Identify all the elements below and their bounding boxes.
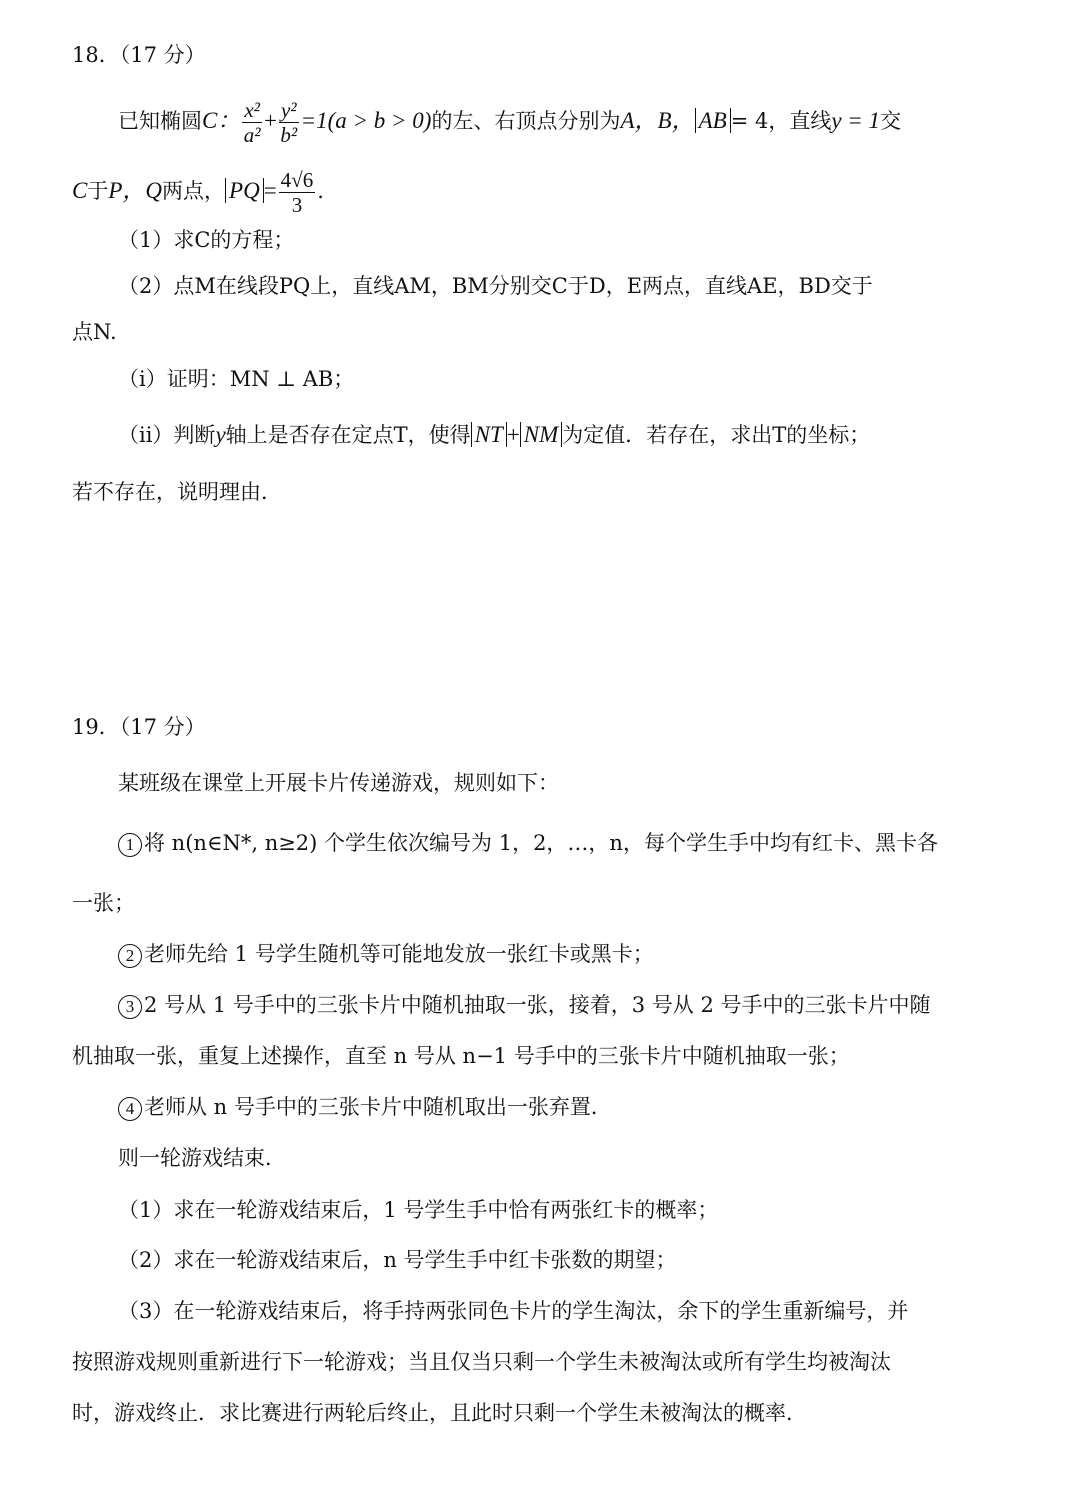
math: P，Q	[108, 178, 163, 203]
q19-part3: （3）在一轮游戏结束后，将手持两张同色卡片的学生淘汰，余下的学生重新编号，并	[118, 1299, 909, 1323]
q18-part2: （2）点M在线段PQ上，直线AM，BM分别交C于D，E两点，直线AE，BD交于	[118, 274, 873, 298]
math: y	[215, 422, 226, 447]
text: （ii）判断	[118, 423, 216, 447]
q18-part1: （1）求C的方程；	[118, 228, 295, 252]
q18-part2-ii	[118, 420, 870, 450]
plus: +	[506, 422, 520, 447]
numerator: y²	[280, 98, 297, 122]
fraction	[242, 98, 262, 147]
q19-intro: 某班级在课堂上开展卡片传递游戏，规则如下：	[118, 771, 559, 795]
q18-part2-i: （i）证明：MN ⊥ AB；	[118, 367, 355, 391]
abs-value: NM	[520, 422, 563, 447]
text: 于	[87, 179, 109, 203]
q18-stem-line1	[118, 98, 901, 147]
abs-value: AB	[695, 108, 731, 133]
q19-rule3	[118, 990, 931, 1020]
q19-part3-cont2: 时，游戏终止．求比赛进行两轮后终止，且此时只剩一个学生未被淘汰的概率．	[72, 1401, 807, 1425]
q19-rule2	[118, 939, 654, 969]
q19-rule1-cont: 一张；	[72, 891, 135, 915]
q19-part1: （1）求在一轮游戏结束后，1 号学生手中恰有两张红卡的概率；	[118, 1198, 719, 1222]
abs-value: PQ	[225, 178, 264, 203]
circled-number: 3	[118, 995, 142, 1019]
math: =	[263, 178, 277, 203]
q18-part2-cont: 点N.	[72, 320, 117, 344]
abs-value: NT	[471, 422, 507, 447]
denominator: 3	[291, 193, 303, 217]
math: A，B，	[620, 108, 695, 133]
q19-part3-cont1: 按照游戏规则重新进行下一轮游戏；当且仅当只剩一个学生未被淘汰或所有学生均被淘汰	[72, 1350, 891, 1374]
q18-stem-line2	[72, 168, 324, 217]
fraction	[279, 168, 316, 217]
circled-number: 4	[118, 1097, 142, 1121]
circled-number: 1	[118, 833, 142, 857]
text: 交	[880, 109, 902, 133]
denominator: a²	[243, 123, 261, 147]
text: 2 号从 1 号手中的三张卡片中随机抽取一张，接着，3 号从 2 号手中的三张卡片中随	[144, 993, 931, 1017]
text: 将 n(n∈N*, n≥2) 个学生依次编号为 1，2，…，n，每个学生手中均有红卡、黑卡各	[144, 831, 938, 855]
q19-rule1	[118, 828, 938, 858]
math: =1(a > b > 0)	[300, 108, 432, 133]
text: = 4，直线	[730, 109, 832, 133]
q18-header: 18．（17 分）	[72, 43, 206, 67]
q19-part2: （2）求在一轮游戏结束后，n 号学生手中红卡张数的期望；	[118, 1248, 677, 1272]
text: 老师先给 1 号学生随机等可能地发放一张红卡或黑卡；	[144, 942, 654, 966]
text: 为定值．若存在，求出T的坐标；	[562, 423, 871, 447]
q19-end: 则一轮游戏结束．	[118, 1146, 286, 1170]
numerator: 4√6	[280, 168, 314, 192]
text: 已知椭圆	[118, 109, 202, 133]
q19-header: 19．（17 分）	[72, 715, 206, 739]
math: y = 1	[831, 108, 881, 133]
circled-number: 2	[118, 944, 142, 968]
plus: +	[263, 108, 277, 133]
q19-rule4	[118, 1092, 612, 1122]
fraction	[279, 98, 299, 147]
numerator: x²	[244, 98, 260, 122]
text: 轴上是否存在定点T，使得	[225, 423, 471, 447]
text: .	[317, 179, 324, 203]
text: 老师从 n 号手中的三张卡片中随机取出一张弃置．	[144, 1095, 612, 1119]
q18-part2-ii-cont: 若不存在，说明理由．	[72, 480, 282, 504]
q19-rule3-cont: 机抽取一张，重复上述操作，直至 n 号从 n−1 号手中的三张卡片中随机抽取一张；	[72, 1044, 850, 1068]
text: 两点，	[162, 179, 226, 203]
math: C	[72, 178, 88, 203]
math: C：	[202, 108, 241, 133]
text: 的左、右顶点分别为	[431, 109, 621, 133]
denominator: b²	[280, 123, 298, 147]
